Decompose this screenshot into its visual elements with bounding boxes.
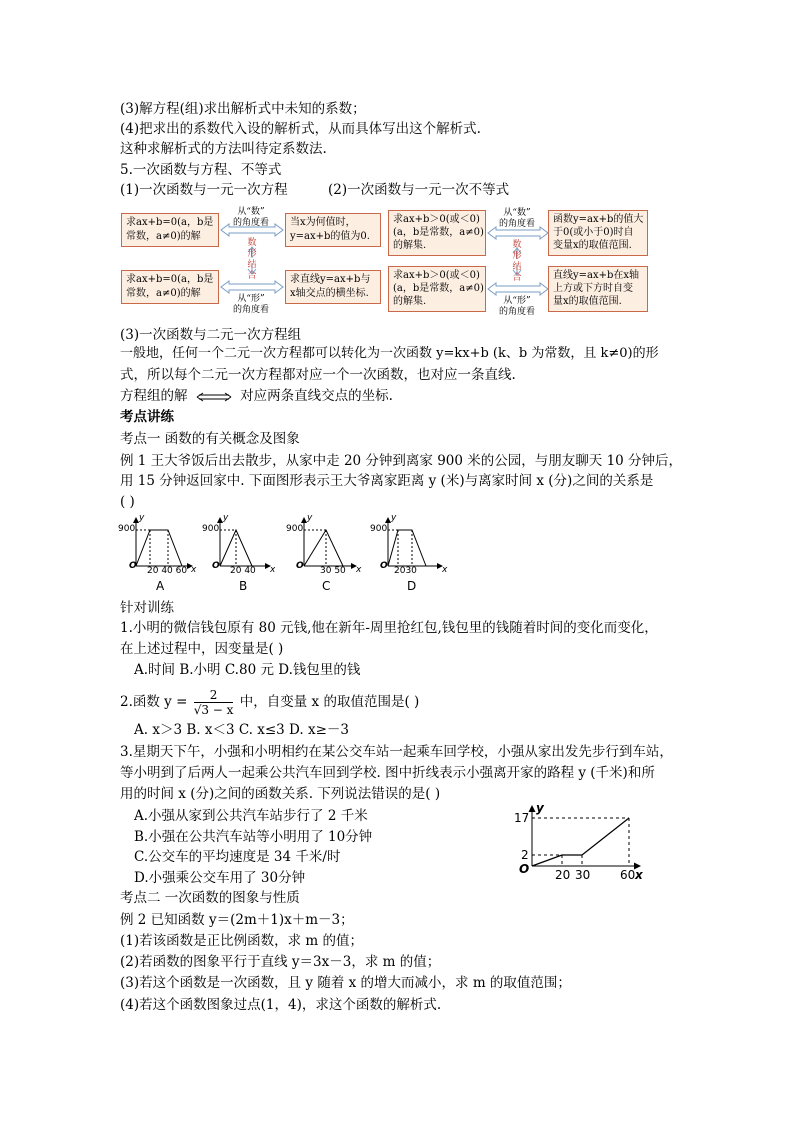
subsection-3: (3)一次函数与二元一次方程组 xyxy=(120,327,302,343)
paragraph-line-1: 一般地，任何一个二元一次方程都可以转化为一次函数 y=kx+b (k、b 为常数，且 k≠0)的形 xyxy=(120,346,659,361)
box-line: 的解集. xyxy=(393,240,427,251)
q1-options: A.时间 B.小明 C.80 元 D.钱包里的钱 xyxy=(134,662,361,678)
q3-xtick-60: 60 xyxy=(620,868,636,882)
q3-polyline xyxy=(532,818,629,866)
q3-line-1: 3.星期天下午，小强和小明相约在某公交车站一起乘车回学校，小强从家出发先步行到车站， xyxy=(120,744,673,760)
graph-d-ytick: 900 xyxy=(370,524,388,534)
graph-d-yaxis: y xyxy=(391,513,397,523)
combo-char: 数 xyxy=(512,240,522,250)
fraction-denominator: √3 − x xyxy=(193,703,234,717)
box-line: 直线y=ax+b在x轴 xyxy=(553,270,640,281)
fraction-numerator: 2 xyxy=(194,688,234,703)
step-3: (3)解方程(组)求出解析式中未知的系数； xyxy=(120,101,366,117)
topic-1-title: 考点一 函数的有关概念及图象 xyxy=(120,431,300,447)
q3-ytick-2: 2 xyxy=(521,848,529,862)
example-1-line-2: 用 15 分钟返回家中. 下面图形表示王大爷离家距离 y (米)与离家时间 x (分)之间的关系是 xyxy=(120,473,654,489)
box-line: (a，b是常数，a≠0) xyxy=(393,227,484,238)
combo-char: 合 xyxy=(512,273,522,283)
example-2-part-2: (2)若函数的图象平行于直线 y＝3x－3，求 m 的值； xyxy=(120,954,441,970)
q3-xaxis: x xyxy=(635,868,643,882)
section-5-title: 5.一次函数与方程、不等式 xyxy=(120,162,282,178)
box-line: 常数，a≠0)的解 xyxy=(126,231,201,242)
q3-origin: O xyxy=(519,862,530,876)
q3-line-2: 等小明到了后两人一起乘公共汽车回到学校. 图中折线表示小强离开家的路程 y (千米)和所 xyxy=(120,765,655,781)
subsection-2: (2)一次函数与一元一次不等式 xyxy=(328,182,510,198)
example-2-part-1: (1)若该函数是正比例函数，求 m 的值； xyxy=(120,933,364,949)
q2-prefix: 2.函数 y = xyxy=(120,694,188,710)
graph-a-origin: O xyxy=(129,561,137,571)
subsection-1: (1)一次函数与一元一次方程 xyxy=(120,182,288,198)
box-line: 求ax+b＞0(或＜0) xyxy=(393,270,480,281)
graph-c-ytick: 900 xyxy=(286,524,304,534)
box-line: 的解集. xyxy=(393,296,427,307)
tag-line: 从“形” xyxy=(237,294,265,304)
graph-c-label: C xyxy=(322,579,331,593)
graph-c-origin: O xyxy=(296,561,304,571)
tag-line: 从“数” xyxy=(503,208,531,218)
example-1-blank: ( ) xyxy=(120,494,135,510)
radicand: 3 − x xyxy=(201,703,234,717)
tag-line: 的角度看 xyxy=(498,219,535,229)
box-line: 当x为何值时， xyxy=(290,217,356,228)
graph-b-label: B xyxy=(239,579,248,593)
topic-2-title: 考点二 一次函数的图象与性质 xyxy=(120,890,300,906)
tag-line: 的角度看 xyxy=(232,305,269,315)
graph-a-label: A xyxy=(156,579,165,593)
box-line: 求ax+b=0(a，b是 xyxy=(126,217,214,228)
example-2-stem: 例 2 已知函数 y＝(2m＋1)x＋m－3； xyxy=(120,912,354,928)
tag-line: 的角度看 xyxy=(232,218,269,228)
box-line: x轴交点的横坐标. xyxy=(290,288,369,299)
q3-option-c: C.公交车的平均速度是 34 千米/时 xyxy=(134,849,341,865)
combo-char: 合 xyxy=(247,271,257,281)
paragraph-line-2: 式，所以每个二元一次方程都对应一个一次函数，也对应一条直线. xyxy=(120,367,516,383)
graph-d-xaxis: x xyxy=(442,565,448,575)
graph-b-xaxis: x xyxy=(270,565,276,575)
graph-a-xticks: 20 40 60 xyxy=(147,566,188,576)
example-2-part-3: (3)若这个函数是一次函数，且 y 随着 x 的增大而减小，求 m 的取值范围； xyxy=(120,975,571,991)
box-line: 上方或下方时自变 xyxy=(553,283,633,294)
graph-a-yaxis: y xyxy=(139,513,145,523)
q2-options: A. x＞3 B. x＜3 C. x≤3 D. x≥－3 xyxy=(134,722,349,738)
step-4: (4)把求出的系数代入设的解析式，从而具体写出这个解析式. xyxy=(120,121,481,137)
box-line: 于0(或小于0)时自 xyxy=(553,227,634,238)
q3-option-a: A.小强从家到公共汽车站步行了 2 千米 xyxy=(134,808,368,824)
q1-line-1: 1.小明的微信钱包原有 80 元钱,他在新年-周里抢红包,钱包里的钱随着时间的变化而变化， xyxy=(120,620,658,636)
graph-b-origin: O xyxy=(212,561,220,571)
q3-line-3: 用的时间 x (分)之间的函数关系. 下列说法错误的是( ) xyxy=(120,786,441,802)
equiv-right: 对应两条直线交点的坐标. xyxy=(240,388,393,404)
q3-option-b: B.小强在公共汽车站等小明用了 10分钟 xyxy=(134,829,373,845)
graph-c-xaxis: x xyxy=(356,565,362,575)
graph-a-xaxis: x xyxy=(191,565,197,575)
q3-yaxis: y xyxy=(536,801,544,815)
graph-a-ytick: 900 xyxy=(118,524,136,534)
q2-suffix: 中，自变量 x 的取值范围是( ) xyxy=(239,694,420,710)
combo-char: 形 xyxy=(247,249,257,259)
graph-b-ytick: 900 xyxy=(202,524,220,534)
box-line: 函数y=ax+b的值大 xyxy=(553,214,644,225)
graph-c-xticks: 30 50 xyxy=(320,566,346,576)
box-line: 求ax+b=0(a，b是 xyxy=(126,274,214,285)
method-note: 这种求解析式的方法叫待定系数法. xyxy=(120,141,327,157)
box-line: 求直线y=ax+b与 xyxy=(290,274,371,285)
combo-char: 数 xyxy=(247,238,257,248)
box-line: y=ax+b的值为0. xyxy=(290,231,370,242)
tag-line: 的角度看 xyxy=(498,307,535,317)
q3-option-d: D.小强乘公交车用了 30分钟 xyxy=(134,870,306,886)
combo-char: 结 xyxy=(247,260,257,270)
combo-char: 形 xyxy=(512,251,522,261)
combo-char: 结 xyxy=(512,262,522,272)
q3-xtick-30: 30 xyxy=(575,868,591,882)
box-line: 量x的取值范围. xyxy=(553,296,622,307)
q3-xtick-20: 20 xyxy=(555,868,571,882)
box-line: 常数，a≠0)的解 xyxy=(126,288,201,299)
tag-line: 从“形” xyxy=(503,296,531,306)
graph-d-origin: O xyxy=(380,561,388,571)
box-line: 变量x的取值范围. xyxy=(553,240,632,251)
tag-line: 从“数” xyxy=(237,207,265,217)
box-line: 求ax+b＞0(或＜0) xyxy=(393,214,480,225)
graph-d-label: D xyxy=(407,579,417,593)
box-line: (a，b是常数，a≠0) xyxy=(393,283,484,294)
example-2-part-4: (4)若这个函数图象过点(1，4)，求这个函数的解析式. xyxy=(120,997,442,1013)
graph-b-xticks: 20 40 xyxy=(230,566,256,576)
q3-ytick-17: 17 xyxy=(514,811,530,825)
q1-line-2: 在上述过程中，因变量是( ) xyxy=(120,641,284,657)
practice-heading: 考点讲练 xyxy=(120,409,174,425)
graph-b-yaxis: y xyxy=(223,513,229,523)
graph-d-xticks: 2030 xyxy=(394,566,417,576)
equiv-left: 方程组的解 xyxy=(120,388,188,404)
graph-c-yaxis: y xyxy=(307,513,313,523)
targeted-practice-heading: 针对训练 xyxy=(120,600,174,616)
example-1-line-1: 例 1 王大爷饭后出去散步，从家中走 20 分钟到离家 900 米的公园，与朋友聊天 10 分钟后， xyxy=(120,453,683,469)
